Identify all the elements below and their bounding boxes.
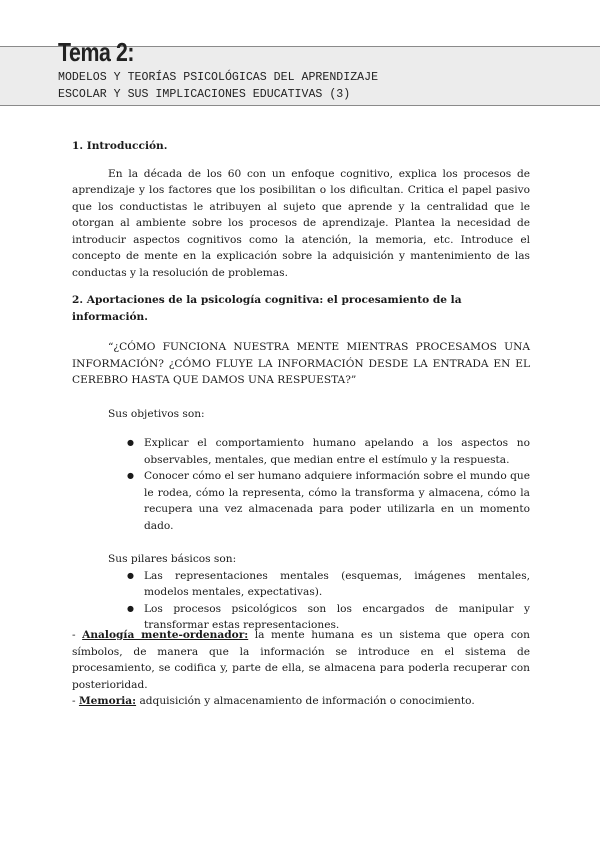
pillars-list	[72, 568, 530, 634]
list-item: ● Los procesos psicológicos son los encargados de manipular y transformar estas representaciones.	[144, 601, 530, 634]
list-item: ● Las representaciones mentales (esquemas, imágenes mentales, modelos mentales, expectativas).	[144, 568, 530, 601]
definition-text: adquisición y almacenamiento de información o conocimiento.	[136, 695, 475, 707]
objectives-list	[72, 435, 530, 534]
definitions	[72, 627, 530, 710]
page-subtitle	[58, 70, 588, 103]
section-1-heading: 1. Introducción.	[72, 140, 168, 152]
definition-term: Memoria:	[78, 695, 137, 707]
definition-prefix: -	[72, 629, 83, 641]
page-title: Tema 2:	[58, 37, 135, 67]
section-1-paragraph: En la década de los 60 con un enfoque cognitivo, explica los procesos de aprendizaje y los factores que los posibilitan o los dificultan. Critica el papel pasivo que los conductistas le atribuyen al sujeto que aprende y la centralidad que le otorgan al ambiente sobre los procesos de aprendizaje. Plantea la necesidad de introducir aspectos cognitivos como la atención, la memoria, etc. Introduce el concepto de mente en la explicación sobre la adquisición y mantenimiento de las conductas y la resolución de problemas.	[72, 167, 530, 279]
section-2-quote: “¿CÓMO FUNCIONA NUESTRA MENTE MIENTRAS PROCESAMOS UNA INFORMACIÓN? ¿CÓMO FLUYE LA INFORMACIÓN DESDE LA ENTRADA EN EL CEREBRO HASTA QUE DAMOS UNA RESPUESTA?”	[72, 341, 530, 386]
definition-memoria	[72, 693, 530, 710]
subtitle-line-1: MODELOS Y TEORÍAS PSICOLÓGICAS DEL APRENDIZAJE	[58, 71, 379, 84]
document-body	[72, 138, 530, 634]
definition-prefix: -	[72, 695, 79, 707]
objectives-lead: Sus objetivos son:	[108, 407, 205, 420]
definition-text: la mente humana es un sistema que opera con símbolos, de manera que la información se introduce en el sistema de procesamiento, se codifica y, parte de ella, se almacena para poderla recuperar con posterioridad.	[72, 629, 531, 691]
definition-analogia	[72, 627, 530, 693]
section-2-heading: 2. Aportaciones de la psicología cognitiva: el procesamiento de la información.	[72, 294, 462, 323]
list-item: ● Conocer cómo el ser humano adquiere información sobre el mundo que le rodea, cómo la representa, cómo la transforma y almacena, cómo la recupera una vez almacenada para poder utilizarla en un momento dado.	[144, 468, 530, 534]
pillars-lead: Sus pilares básicos son:	[108, 553, 237, 565]
list-item: ● Explicar el comportamiento humano apelando a los aspectos no observables, mentales, que median entre el estímulo y la respuesta.	[144, 435, 530, 468]
subtitle-line-2: ESCOLAR Y SUS IMPLICACIONES EDUCATIVAS (3)	[58, 87, 351, 101]
definition-term: Analogía mente-ordenador:	[82, 629, 249, 641]
